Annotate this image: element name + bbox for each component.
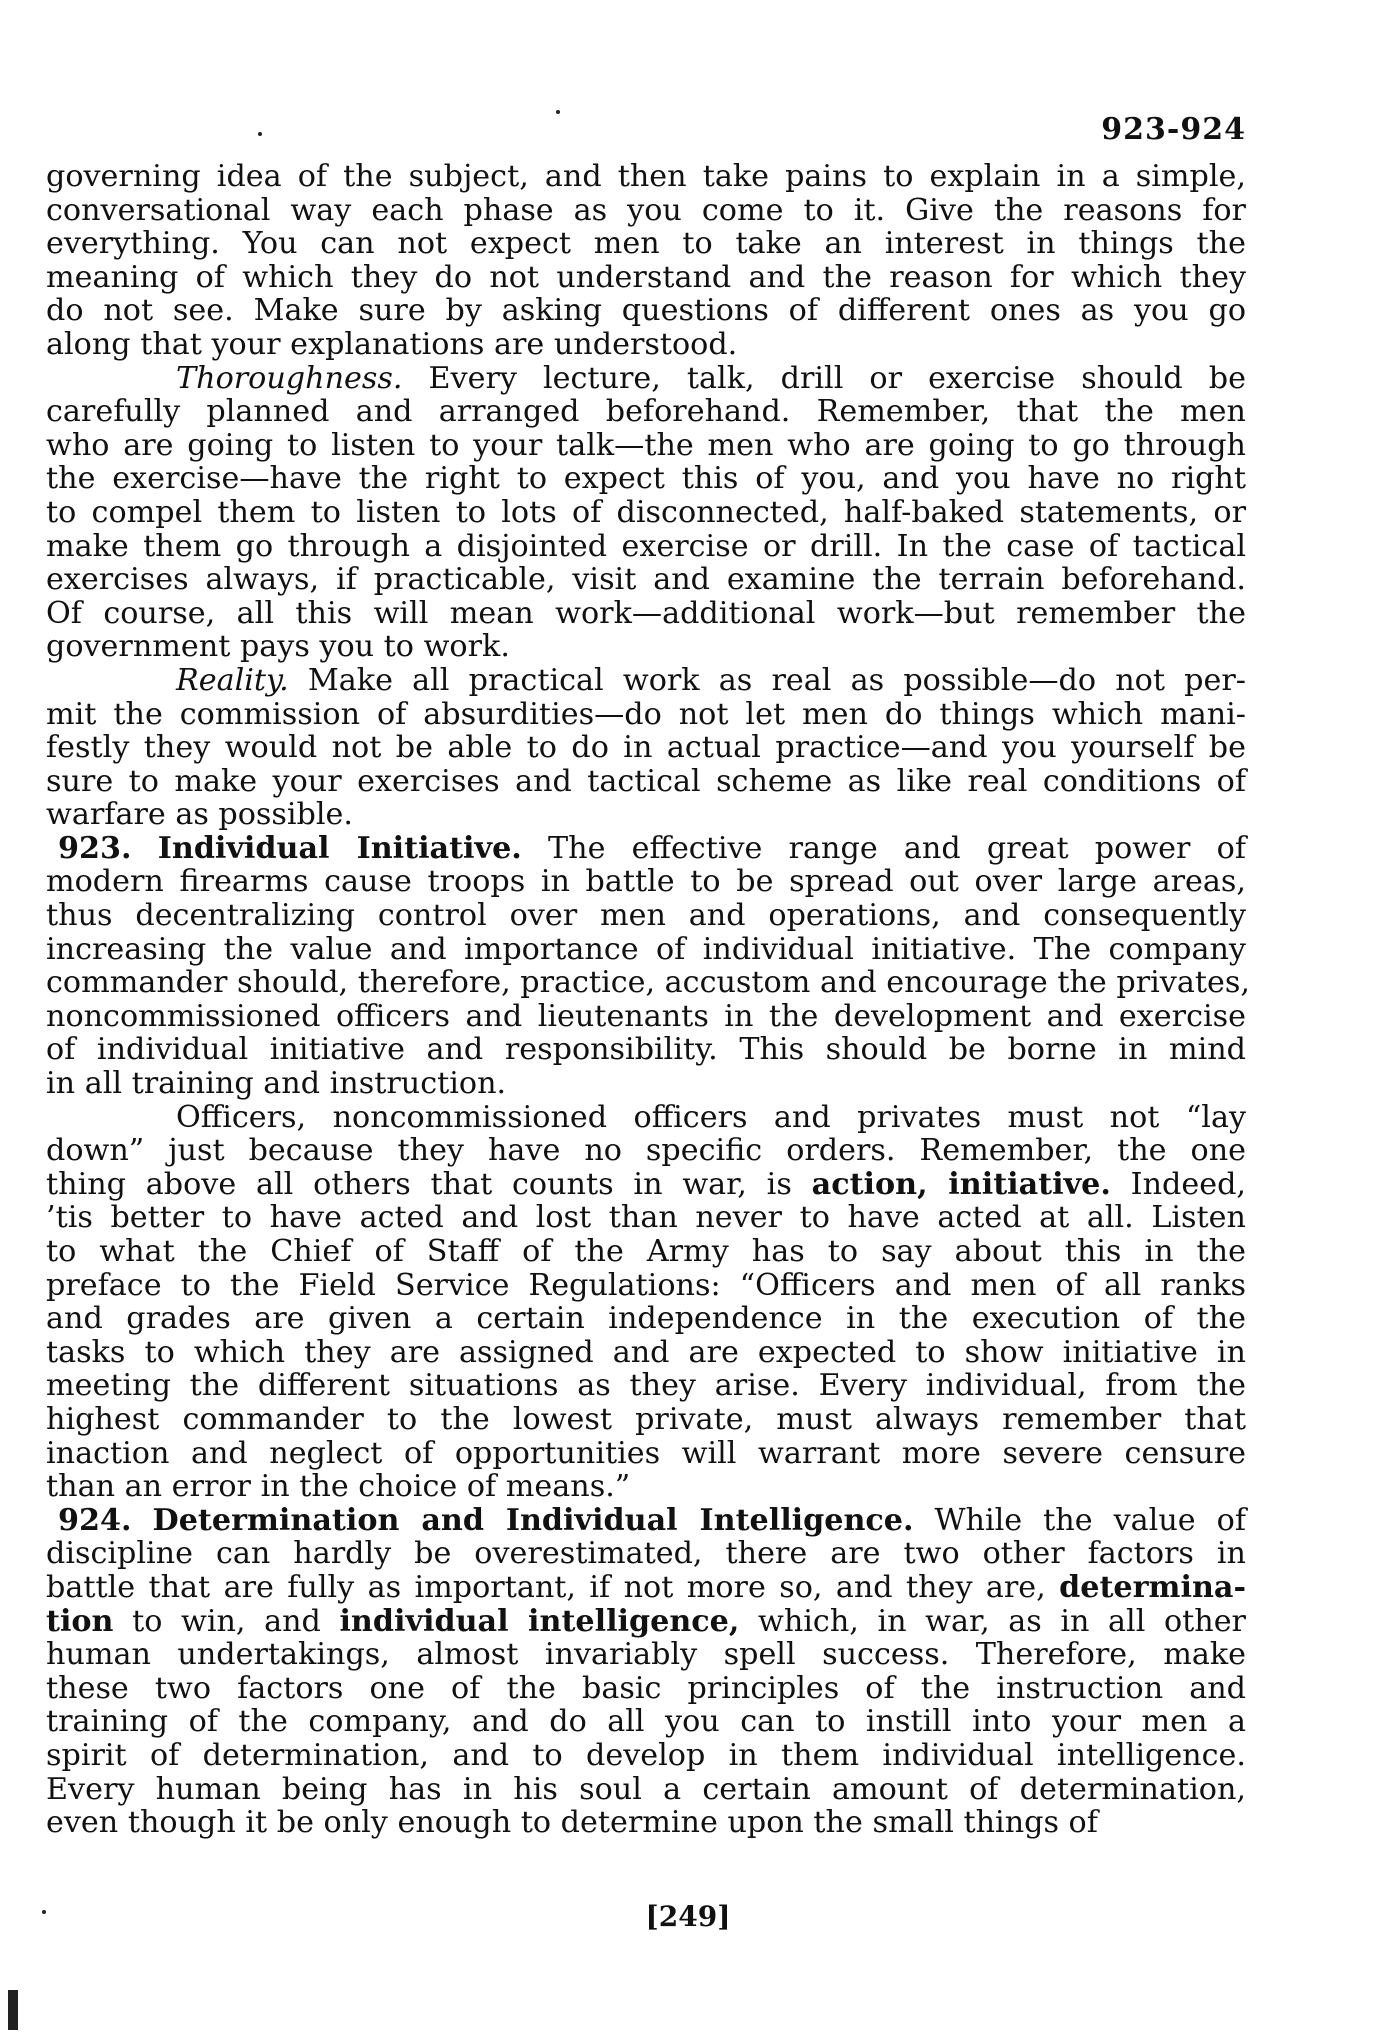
text-line: thus decentralizing control over men and operations, and consequently: [46, 898, 1246, 934]
text-line: human undertakings, almost invariably spell success. Therefore, make: [46, 1637, 1246, 1673]
print-speck: [556, 110, 560, 114]
text-line: increasing the value and importance of individual initiative. The company: [46, 931, 1246, 967]
text-line: highest commander to the lowest private, must always remember that: [46, 1401, 1246, 1437]
text-line: of individual initiative and responsibility. This should be borne in mind: [46, 1032, 1246, 1068]
text-line: along that your explanations are understood.: [46, 326, 738, 362]
text-line: Of course, all this will mean work—additional work—but remember the: [46, 595, 1246, 631]
page-number: [249]: [645, 1900, 731, 1933]
text-line: sure to make your exercises and tactical scheme as like real conditions of: [46, 763, 1246, 799]
text-line: in all training and instruction.: [46, 1066, 507, 1102]
text-line: the exercise—have the right to expect this of you, and you have no right: [46, 461, 1246, 497]
body-text: [46, 159, 1250, 1841]
paragraph-first-line: Thoroughness. Every lecture, talk, drill or exercise should be: [176, 360, 1246, 396]
text-line: warfare as possible.: [46, 797, 353, 833]
emphasis-individual-intelligence: individual intelligence,: [339, 1603, 740, 1639]
section-number-924: 924.: [58, 1502, 132, 1538]
text-line: battle that are fully as important, if not more so, and they are, determina-: [46, 1569, 1246, 1605]
text-line: who are going to listen to your talk—the men who are going to go through: [46, 427, 1246, 463]
text-line: governing idea of the subject, and then take pains to explain in a simple,: [46, 159, 1246, 194]
text-line: spirit of determination, and to develop in them individual intelligence.: [46, 1737, 1246, 1773]
text-line: Every human being has in his soul a certain amount of determination,: [46, 1771, 1246, 1807]
text-line: make them go through a disjointed exercise or drill. In the case of tactical: [46, 528, 1246, 564]
subheading-reality: Reality.: [176, 662, 289, 698]
text-line: carefully planned and arranged beforehand. Remember, that the men: [46, 394, 1246, 430]
text-line: noncommissioned officers and lieutenants in the development and exercise: [46, 998, 1246, 1034]
text-line: ’tis better to have acted and lost than never to have acted at all. Listen: [46, 1200, 1246, 1236]
text-line: inaction and neglect of opportunities will warrant more severe censure: [46, 1435, 1246, 1471]
text-line: festly they would not be able to do in actual practice—and you yourself be: [46, 730, 1246, 766]
print-speck: [258, 132, 262, 136]
emphasis-determination: determina-: [1059, 1569, 1246, 1605]
section-title-determination: Determination and Individual Intelligence.: [152, 1502, 914, 1538]
text-line: thing above all others that counts in war, is action, initiative. Indeed,: [46, 1166, 1246, 1202]
subheading-thoroughness: Thoroughness.: [176, 360, 403, 396]
paragraph-first-line: Officers, noncommissioned officers and privates must not “lay: [176, 1099, 1246, 1135]
text-line: to what the Chief of Staff of the Army has to say about this in the: [46, 1234, 1246, 1269]
text-line: these two factors one of the basic principles of the instruction and: [46, 1670, 1246, 1706]
section-title-individual-initiative: Individual Initiative.: [157, 830, 522, 866]
text-line: government pays you to work.: [46, 629, 510, 665]
section-923-first-line: 923. Individual Initiative. The effective range and great power of: [58, 830, 1246, 866]
text-line: do not see. Make sure by asking questions of different ones as you go: [46, 293, 1246, 329]
text-line: modern firearms cause troops in battle to be spread out over large areas,: [46, 864, 1246, 900]
text-line: conversational way each phase as you come to it. Give the reasons for: [46, 192, 1246, 228]
text-line: discipline can hardly be overestimated, there are two other factors in: [46, 1536, 1246, 1572]
print-speck: [42, 1910, 46, 1914]
emphasis-action-initiative: action, initiative.: [811, 1166, 1111, 1202]
text-line: to compel them to listen to lots of disconnected, half-baked statements, or: [46, 494, 1246, 530]
text-line: down” just because they have no specific orders. Remember, the one: [46, 1133, 1246, 1169]
margin-mark: [8, 1990, 18, 2030]
section-number-923: 923.: [58, 830, 132, 866]
text-line: meaning of which they do not understand and the reason for which they: [46, 259, 1246, 295]
text-line: exercises always, if practicable, visit and examine the terrain beforehand.: [46, 562, 1246, 598]
text-line: commander should, therefore, practice, accustom and encourage the privates,: [46, 965, 1250, 1001]
text-line: tion to win, and individual intelligence, which, in war, as in all other: [46, 1603, 1246, 1639]
paragraph-first-line: Reality. Make all practical work as real as possible—do not per-: [176, 662, 1246, 698]
text-line: meeting the different situations as they arise. Every individual, from the: [46, 1368, 1246, 1404]
section-range-header: 923-924: [1101, 112, 1246, 147]
text-line: training of the company, and do all you can to instill into your men a: [46, 1704, 1246, 1740]
text-line: than an error in the choice of means.”: [46, 1469, 631, 1505]
text-line: and grades are given a certain independence in the execution of the: [46, 1301, 1246, 1337]
text-line: tasks to which they are assigned and are expected to show initiative in: [46, 1334, 1246, 1370]
text-line: even though it be only enough to determine upon the small things of: [46, 1805, 1098, 1841]
text-line: mit the commission of absurdities—do not let men do things which mani-: [46, 696, 1246, 732]
text-line: preface to the Field Service Regulations: “Officers and men of all ranks: [46, 1267, 1246, 1303]
text-line: everything. You can not expect men to take an interest in things the: [46, 226, 1246, 262]
section-924-first-line: 924. Determination and Individual Intelligence. While the value of: [58, 1502, 1246, 1538]
